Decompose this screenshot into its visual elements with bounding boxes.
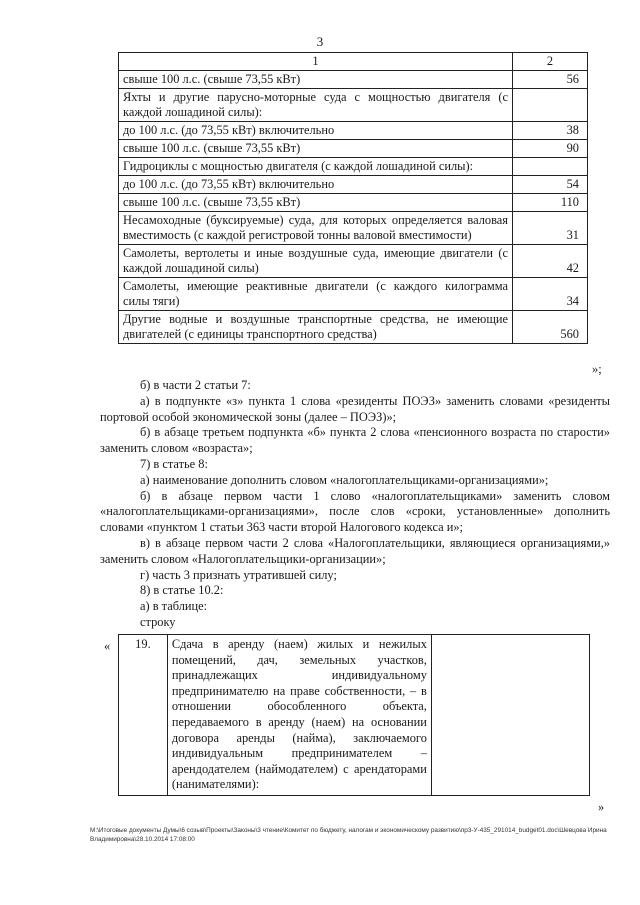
- open-quote: «: [104, 639, 111, 653]
- table-row: [119, 194, 588, 212]
- table-closing-mark: »;: [592, 362, 602, 376]
- row-value: 560: [513, 311, 588, 344]
- row-text: Другие водные и воздушные транспортные средства, не имеющие двигателей (с единицы транспортного средства): [119, 311, 513, 344]
- paragraph: а) наименование дополнить словом «налогоплательщиками-организациями»;: [140, 472, 549, 487]
- row-text: Гидроциклы с мощностью двигателя (с каждой лошадиной силы):: [119, 158, 513, 176]
- table-row: [119, 212, 588, 245]
- row-value: 90: [513, 140, 588, 158]
- row-text: до 100 л.с. (до 73,55 кВт) включительно: [119, 176, 513, 194]
- table-row: [119, 71, 588, 89]
- paragraph: б) в абзаце первом части 1 слово «налогоплательщиками» заменить словом «налогоплательщиками-организациями», после слов «сроки, установленные» дополнить словами «пунктом 1 статьи 363 части второй Налогового кодекса и»;: [100, 488, 610, 535]
- row-text: Несамоходные (буксируемые) суда, для которых определяется валовая вместимость (с каждой регистровой тонны валовой вместимости): [119, 212, 513, 245]
- row-value: 56: [513, 71, 588, 89]
- paragraph: в) в абзаце первом части 2 слова «Налогоплательщики, являющиеся организациями,» заменить словом «Налогоплательщики-организации»;: [100, 535, 610, 566]
- paragraph: б) в части 2 статьи 7:: [140, 378, 251, 392]
- paragraph: г) часть 3 признать утратившей силу;: [140, 567, 337, 582]
- row-value: 54: [513, 176, 588, 194]
- row-value: 34: [513, 278, 588, 311]
- table-row: [119, 89, 588, 122]
- row-text: до 100 л.с. (до 73,55 кВт) включительно: [119, 122, 513, 140]
- paragraph: 7) в статье 8:: [140, 456, 208, 471]
- paragraph: 8) в статье 10.2:: [140, 583, 224, 598]
- row-value: [513, 89, 588, 122]
- row-text: Самолеты, имеющие реактивные двигатели (с каждого килограмма силы тяги): [119, 278, 513, 311]
- row-value: 38: [513, 122, 588, 140]
- table-row: [119, 245, 588, 278]
- row-description: Сдача в аренду (наем) жилых и нежилых помещений, дач, земельных участков, принадлежащих индивидуальному предпринимателю на праве собственности, – в отношении обособленного объекта, передаваемого в аренду (наем) на основании договора аренды (найма), заключаемого индивидуальным предпринимателем – арендодателем (наймодателем) с арендаторами (нанимателями):: [167, 635, 431, 796]
- table-row: [119, 122, 588, 140]
- table-row: [119, 278, 588, 311]
- row-text: свыше 100 л.с. (свыше 73,55 кВт): [119, 71, 513, 89]
- row-text: Яхты и другие парусно-моторные суда с мощностью двигателя (с каждой лошадиной силы):: [119, 89, 513, 122]
- paragraph: а) в таблице:: [140, 599, 208, 614]
- table-row: [119, 311, 588, 344]
- row-text: свыше 100 л.с. (свыше 73,55 кВт): [119, 140, 513, 158]
- table-row: [119, 140, 588, 158]
- table-header-row: [119, 53, 588, 71]
- column-header-2: 2: [513, 53, 588, 71]
- row-number: 19.: [119, 635, 168, 796]
- amendment-paragraphs: [100, 378, 610, 631]
- row-value: 110: [513, 194, 588, 212]
- paragraph: строку: [140, 614, 176, 629]
- file-path-footer: M:\Итоговые документы Думы\6 созыв\Проекты\Законы\3 чтение\Комитет по бюджету, налогам и экономическому развитию\пр3-У-435_291014_budget01.doc\Шевцова Ирина Владимировна\28.10.2014 17:08:00: [90, 827, 607, 843]
- tax-rate-table: [118, 52, 588, 344]
- row-text: свыше 100 л.с. (свыше 73,55 кВт): [119, 194, 513, 212]
- rent-row-table: [118, 634, 590, 796]
- row-text: Самолеты, вертолеты и иные воздушные суда, имеющие двигатели (с каждой лошадиной силы): [119, 245, 513, 278]
- table-row: [119, 635, 590, 796]
- row-value: [431, 635, 589, 796]
- row-value: 31: [513, 212, 588, 245]
- close-quote: »: [598, 800, 605, 814]
- paragraph: б) в абзаце третьем подпункта «б» пункта 2 слова «пенсионного возраста по старости» заменить словом «возраста»;: [100, 425, 610, 456]
- page-number: 3: [316, 34, 324, 49]
- table-row: [119, 158, 588, 176]
- paragraph: а) в подпункте «з» пункта 1 слова «резиденты ПОЭЗ» заменить словами «резиденты портовой особой экономической зоны (далее – ПОЭЗ)»;: [100, 393, 610, 424]
- row-value: [513, 158, 588, 176]
- row-value: 42: [513, 245, 588, 278]
- column-header-1: 1: [119, 53, 513, 71]
- table-row: [119, 176, 588, 194]
